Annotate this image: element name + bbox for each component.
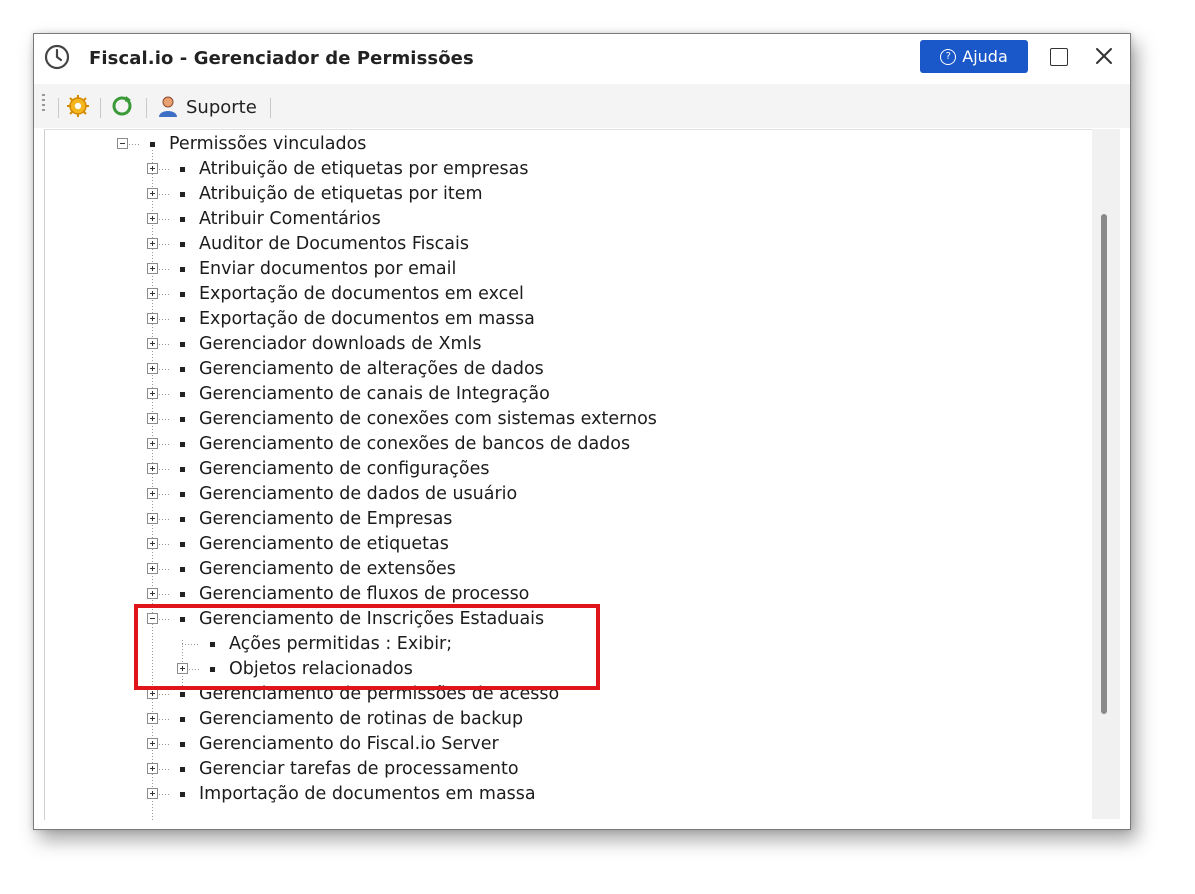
expand-icon[interactable] bbox=[147, 788, 158, 799]
tree-connector bbox=[159, 794, 171, 795]
tree-connector bbox=[159, 269, 171, 270]
expand-icon[interactable] bbox=[147, 163, 158, 174]
expand-icon[interactable] bbox=[147, 338, 158, 349]
bullet-icon bbox=[180, 692, 185, 697]
bullet-icon bbox=[180, 467, 185, 472]
tree-connector bbox=[159, 519, 171, 520]
permissions-window bbox=[33, 33, 1131, 830]
tree-node-label: Gerenciamento de alterações de dados bbox=[199, 359, 544, 379]
tree-node-label: Gerenciamento de Empresas bbox=[199, 509, 453, 529]
toolbar-separator bbox=[100, 98, 101, 118]
tree-connector bbox=[159, 594, 171, 595]
tree-node-label: Gerenciamento de dados de usuário bbox=[199, 484, 518, 504]
tree-node-label: Atribuição de etiquetas por item bbox=[199, 184, 483, 204]
expand-icon[interactable] bbox=[147, 513, 158, 524]
bullet-icon bbox=[180, 717, 185, 722]
bullet-icon bbox=[180, 542, 185, 547]
window-title: Fiscal.io - Gerenciador de Permissões bbox=[89, 48, 474, 69]
tree-connector bbox=[159, 194, 171, 195]
clock-icon bbox=[44, 44, 70, 70]
expand-icon[interactable] bbox=[147, 388, 158, 399]
bullet-icon bbox=[180, 442, 185, 447]
tree-node-label: Gerenciamento de etiquetas bbox=[199, 534, 449, 554]
toolbar-grip[interactable] bbox=[42, 94, 45, 112]
tree-node-label: Gerenciamento de fluxos de processo bbox=[199, 584, 530, 604]
tree-node-label: Atribuição de etiquetas por empresas bbox=[199, 159, 529, 179]
toolbar-separator bbox=[270, 98, 271, 118]
expand-icon[interactable] bbox=[147, 288, 158, 299]
settings-icon[interactable] bbox=[66, 94, 90, 118]
collapse-icon[interactable] bbox=[117, 138, 128, 149]
help-button[interactable] bbox=[920, 40, 1028, 73]
tree-node-label: Atribuir Comentários bbox=[199, 209, 381, 229]
tree-connector bbox=[159, 719, 171, 720]
tree-connector bbox=[159, 469, 171, 470]
expand-icon[interactable] bbox=[147, 363, 158, 374]
expand-icon[interactable] bbox=[147, 413, 158, 424]
tree-node-label: Permissões vinculados bbox=[169, 134, 367, 154]
tree-node-label: Exportação de documentos em massa bbox=[199, 309, 535, 329]
expand-icon[interactable] bbox=[147, 188, 158, 199]
tree-connector bbox=[159, 569, 171, 570]
toolbar-separator bbox=[146, 98, 147, 118]
bullet-icon bbox=[180, 242, 185, 247]
tree-connector bbox=[159, 694, 171, 695]
tree-connector bbox=[159, 419, 171, 420]
tree-connector bbox=[159, 219, 171, 220]
tree-node-label: Enviar documentos por email bbox=[199, 259, 457, 279]
support-person-icon[interactable] bbox=[156, 94, 180, 118]
tree-connector bbox=[129, 144, 141, 145]
tree-node-label: Gerenciamento de conexões com sistemas externos bbox=[199, 409, 657, 429]
bullet-icon bbox=[180, 517, 185, 522]
tree-connector bbox=[159, 394, 171, 395]
title-bar bbox=[34, 34, 1130, 82]
tree-node-label: Importação de documentos em massa bbox=[199, 784, 536, 804]
tree-connector bbox=[159, 319, 171, 320]
tree-node-label: Objetos relacionados bbox=[229, 659, 413, 679]
tree-connector bbox=[159, 494, 171, 495]
toolbar-separator bbox=[58, 98, 59, 118]
tree-connector bbox=[159, 769, 171, 770]
tree-node-label: Auditor de Documentos Fiscais bbox=[199, 234, 469, 254]
tree-node-label: Gerenciamento de configurações bbox=[199, 459, 490, 479]
tree-node-label: Gerenciamento de canais de Integração bbox=[199, 384, 550, 404]
bullet-icon bbox=[180, 567, 185, 572]
expand-icon[interactable] bbox=[147, 313, 158, 324]
help-button-label: Ajuda bbox=[962, 47, 1008, 66]
tree-connector bbox=[159, 344, 171, 345]
bullet-icon bbox=[180, 742, 185, 747]
bullet-icon bbox=[180, 367, 185, 372]
tree-node-label: Gerenciar tarefas de processamento bbox=[199, 759, 519, 779]
highlight-box bbox=[134, 604, 600, 690]
bullet-icon bbox=[180, 192, 185, 197]
bullet-icon bbox=[180, 317, 185, 322]
help-icon: ? bbox=[940, 49, 956, 65]
bullet-icon bbox=[180, 792, 185, 797]
tree-connector bbox=[159, 744, 171, 745]
tree-connector bbox=[159, 444, 171, 445]
expand-icon[interactable] bbox=[147, 588, 158, 599]
tree-node-label: Gerenciamento de conexões de bancos de dados bbox=[199, 434, 631, 454]
expand-icon[interactable] bbox=[147, 263, 158, 274]
tree-connector bbox=[159, 544, 171, 545]
maximize-icon[interactable] bbox=[1050, 48, 1068, 66]
expand-icon[interactable] bbox=[147, 738, 158, 749]
toolbar bbox=[34, 84, 1130, 128]
expand-icon[interactable] bbox=[147, 563, 158, 574]
expand-icon[interactable] bbox=[147, 238, 158, 249]
bullet-icon bbox=[180, 217, 185, 222]
bullet-icon bbox=[180, 592, 185, 597]
bullet-icon bbox=[180, 417, 185, 422]
expand-icon[interactable] bbox=[147, 488, 158, 499]
bullet-icon bbox=[180, 167, 185, 172]
bullet-icon bbox=[180, 292, 185, 297]
tree-node-label: Exportação de documentos em excel bbox=[199, 284, 524, 304]
tree-node-label: Gerenciamento do Fiscal.io Server bbox=[199, 734, 499, 754]
expand-icon[interactable] bbox=[147, 713, 158, 724]
expand-icon[interactable] bbox=[147, 763, 158, 774]
bullet-icon bbox=[180, 392, 185, 397]
close-icon[interactable] bbox=[1092, 44, 1116, 68]
bullet-icon bbox=[180, 492, 185, 497]
tree-connector bbox=[159, 369, 171, 370]
tree-node-label: Gerenciamento de permissões de acesso bbox=[199, 684, 560, 704]
expand-icon[interactable] bbox=[147, 213, 158, 224]
tree-node-label: Gerenciamento de Inscrições Estaduais bbox=[199, 609, 545, 629]
refresh-icon[interactable] bbox=[110, 94, 134, 118]
tree-node-label: Gerenciador downloads de Xmls bbox=[199, 334, 482, 354]
scrollbar-thumb[interactable] bbox=[1101, 214, 1107, 714]
tree-connector bbox=[159, 294, 171, 295]
tree-connector bbox=[159, 244, 171, 245]
tree-connector bbox=[159, 169, 171, 170]
vertical-scrollbar[interactable] bbox=[1092, 129, 1120, 819]
bullet-icon bbox=[180, 342, 185, 347]
expand-icon[interactable] bbox=[147, 538, 158, 549]
tree-node-label: Gerenciamento de extensões bbox=[199, 559, 456, 579]
bullet-icon bbox=[150, 142, 155, 147]
bullet-icon bbox=[180, 767, 185, 772]
permissions-tree bbox=[44, 129, 1093, 820]
expand-icon[interactable] bbox=[147, 438, 158, 449]
tree-node-label: Gerenciamento de rotinas de backup bbox=[199, 709, 524, 729]
bullet-icon bbox=[180, 267, 185, 272]
tree-node-label: Ações permitidas : Exibir; bbox=[229, 634, 453, 654]
support-button[interactable]: Suporte bbox=[186, 97, 257, 118]
expand-icon[interactable] bbox=[147, 463, 158, 474]
